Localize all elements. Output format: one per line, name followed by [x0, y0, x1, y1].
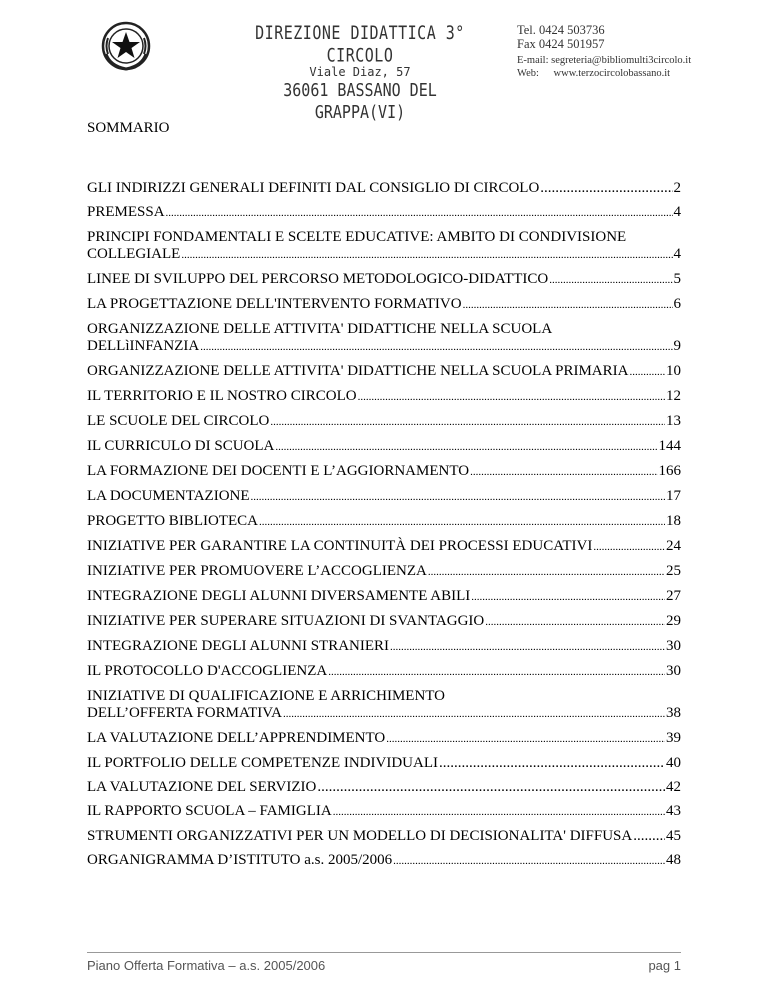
toc-entry-title: PREMESSA	[87, 204, 165, 220]
toc-entry[interactable]	[87, 438, 681, 456]
school-line1: DIREZIONE DIDATTICA 3° CIRCOLO	[255, 21, 465, 67]
footer-divider	[87, 952, 681, 953]
toc-page-number: 166	[658, 463, 681, 479]
toc-leader-dots	[540, 180, 672, 197]
toc-page-number: 6	[673, 296, 681, 312]
toc-entry[interactable]	[87, 588, 681, 606]
toc-entry-title: IL PROTOCOLLO D'ACCOGLIENZA	[87, 663, 328, 679]
toc-leader-dots	[317, 779, 665, 796]
toc-leader-dots	[439, 755, 665, 772]
toc-leader-dots	[358, 389, 665, 406]
toc-leader-dots	[463, 297, 673, 314]
toc-entry[interactable]	[87, 229, 681, 264]
toc-page-number: 38	[666, 705, 681, 721]
toc-leader-dots	[270, 414, 665, 431]
toc-leader-dots	[259, 514, 665, 531]
toc-entry-title: DELL’OFFERTA FORMATIVA	[87, 705, 283, 721]
toc-leader-dots	[629, 364, 665, 381]
toc-leader-dots	[166, 205, 673, 222]
toc-entry[interactable]	[87, 755, 681, 772]
toc-leader-dots	[333, 804, 665, 821]
toc-entry-title: LA VALUTAZIONE DEL SERVIZIO	[87, 779, 317, 795]
footer-document-title: Piano Offerta Formativa – a.s. 2005/2006	[87, 958, 326, 973]
toc-leader-dots	[386, 731, 665, 748]
toc-page-number: 39	[666, 730, 681, 746]
page-title: SOMMARIO	[87, 120, 170, 136]
toc-leader-dots	[470, 464, 657, 481]
toc-page-number: 2	[673, 180, 681, 196]
toc-entry-title: LA VALUTAZIONE DELL’APPRENDIMENTO	[87, 730, 386, 746]
toc-entry[interactable]	[87, 204, 681, 222]
toc-entry[interactable]	[87, 513, 681, 531]
toc-leader-dots	[549, 272, 672, 289]
toc-entry-title-line1: ORGANIZZAZIONE DELLE ATTIVITA' DIDATTICHE NELLA SCUOLA	[87, 321, 553, 337]
toc-leader-dots	[200, 339, 672, 356]
toc-leader-dots	[633, 828, 665, 845]
toc-entry-title: LA DOCUMENTAZIONE	[87, 488, 250, 504]
toc-entry-title: INTEGRAZIONE DEGLI ALUNNI STRANIERI	[87, 638, 390, 654]
toc-leader-dots	[428, 564, 665, 581]
toc-entry-title: ORGANIZZAZIONE DELLE ATTIVITA' DIDATTICHE NELLA SCUOLA PRIMARIA	[87, 363, 629, 379]
toc-page-number: 30	[666, 638, 681, 654]
toc-entry[interactable]	[87, 563, 681, 581]
toc-entry-title-line1: INIZIATIVE DI QUALIFICAZIONE E ARRICHIMENTO	[87, 688, 446, 704]
toc-entry[interactable]	[87, 463, 681, 481]
toc-entry[interactable]	[87, 803, 681, 821]
toc-leader-dots	[485, 614, 665, 631]
toc-page-number: 29	[666, 613, 681, 629]
toc-leader-dots	[393, 853, 665, 870]
toc-entry-title: LINEE DI SVILUPPO DEL PERCORSO METODOLOGICO-DIDATTICO	[87, 271, 549, 287]
toc-page-number: 25	[666, 563, 681, 579]
toc-entry-title: LA PROGETTAZIONE DELL'INTERVENTO FORMATIVO	[87, 296, 462, 312]
toc-entry-title: ORGANIGRAMMA D’ISTITUTO a.s. 2005/2006	[87, 852, 393, 868]
toc-page-number: 144	[658, 438, 681, 454]
toc-entry-title: LA FORMAZIONE DEI DOCENTI E L’AGGIORNAMENTO	[87, 463, 470, 479]
toc-page-number: 48	[666, 852, 681, 868]
toc-entry-title: INIZIATIVE PER GARANTIRE LA CONTINUITÀ DEI PROCESSI EDUCATIVI	[87, 538, 593, 554]
toc-entry[interactable]	[87, 688, 681, 723]
toc-entry-title: DELLìINFANZIA	[87, 338, 200, 354]
web-label: Web:	[517, 68, 539, 79]
toc-leader-dots	[471, 589, 665, 606]
toc-entry-title: IL TERRITORIO E IL NOSTRO CIRCOLO	[87, 388, 357, 404]
toc-leader-dots	[275, 439, 657, 456]
toc-entry-title: IL RAPPORTO SCUOLA – FAMIGLIA	[87, 803, 332, 819]
toc-entry-title-line1: PRINCIPI FONDAMENTALI E SCELTE EDUCATIVE: AMBITO DI CONDIVISIONE	[87, 229, 627, 245]
toc-page-number: 9	[673, 338, 681, 354]
toc-page-number: 40	[666, 755, 681, 771]
toc-page-number: 18	[666, 513, 681, 529]
school-city: 36061 BASSANO DEL GRAPPA(VI)	[283, 79, 437, 123]
toc-page-number: 24	[666, 538, 681, 554]
school-name-block	[250, 21, 470, 123]
republic-emblem-icon	[100, 20, 152, 72]
toc-entry-title: IL CURRICULO DI SCUOLA	[87, 438, 275, 454]
toc-entry[interactable]	[87, 828, 681, 845]
toc-leader-dots	[328, 664, 665, 681]
toc-entry-title: COLLEGIALE	[87, 246, 181, 262]
toc-entry-title: INIZIATIVE PER PROMUOVERE L’ACCOGLIENZA	[87, 563, 427, 579]
toc-entry-title: STRUMENTI ORGANIZZATIVI PER UN MODELLO DI DECISIONALITA' DIFFUSA	[87, 828, 633, 844]
tel-text: Tel. 0424 503736	[517, 23, 605, 37]
toc-page-number: 17	[666, 488, 681, 504]
toc-page-number: 13	[666, 413, 681, 429]
toc-page-number: 43	[666, 803, 681, 819]
toc-page-number: 27	[666, 588, 681, 604]
fax-text: Fax 0424 501957	[517, 37, 605, 51]
toc-entry[interactable]	[87, 638, 681, 656]
toc-entry-title: INTEGRAZIONE DEGLI ALUNNI DIVERSAMENTE ABILI	[87, 588, 471, 604]
toc-entry[interactable]	[87, 613, 681, 631]
table-of-contents	[87, 180, 681, 877]
toc-leader-dots	[593, 539, 665, 556]
toc-entry-title: LE SCUOLE DEL CIRCOLO	[87, 413, 270, 429]
toc-entry[interactable]	[87, 538, 681, 556]
toc-leader-dots	[390, 639, 665, 656]
school-address: Viale Diaz, 57	[309, 65, 411, 79]
toc-page-number: 4	[673, 246, 681, 262]
toc-entry[interactable]	[87, 488, 681, 506]
toc-entry[interactable]	[87, 663, 681, 681]
toc-leader-dots	[251, 489, 665, 506]
toc-entry-title: GLI INDIRIZZI GENERALI DEFINITI DAL CONSIGLIO DI CIRCOLO	[87, 180, 540, 196]
toc-page-number: 12	[666, 388, 681, 404]
toc-entry[interactable]	[87, 730, 681, 748]
toc-entry[interactable]	[87, 321, 681, 356]
toc-entry-title: INIZIATIVE PER SUPERARE SITUAZIONI DI SVANTAGGIO	[87, 613, 485, 629]
letterhead	[0, 0, 768, 123]
toc-leader-dots	[283, 706, 665, 723]
toc-entry[interactable]	[87, 852, 681, 870]
toc-entry[interactable]	[87, 388, 681, 406]
toc-page-number: 30	[666, 663, 681, 679]
toc-entry[interactable]	[87, 271, 681, 289]
toc-entry-title: PROGETTO BIBLIOTECA	[87, 513, 258, 529]
toc-entry[interactable]	[87, 363, 681, 381]
toc-page-number: 4	[673, 204, 681, 220]
contact-block	[517, 23, 691, 80]
toc-entry[interactable]	[87, 180, 681, 197]
toc-entry-title: IL PORTFOLIO DELLE COMPETENZE INDIVIDUALI	[87, 755, 438, 771]
page-number: pag 1	[648, 958, 681, 973]
toc-entry[interactable]	[87, 296, 681, 314]
toc-page-number: 5	[673, 271, 681, 287]
toc-entry[interactable]	[87, 413, 681, 431]
toc-page-number: 42	[666, 779, 681, 795]
web-link[interactable]: www.terzocircolobassano.it	[553, 68, 671, 79]
toc-page-number: 10	[666, 363, 681, 379]
toc-entry[interactable]	[87, 779, 681, 796]
toc-leader-dots	[181, 247, 672, 264]
email-link[interactable]: E-mail: segreteria@bibliomulti3circolo.it	[517, 55, 692, 66]
toc-page-number: 45	[666, 828, 681, 844]
page-footer	[87, 952, 681, 973]
